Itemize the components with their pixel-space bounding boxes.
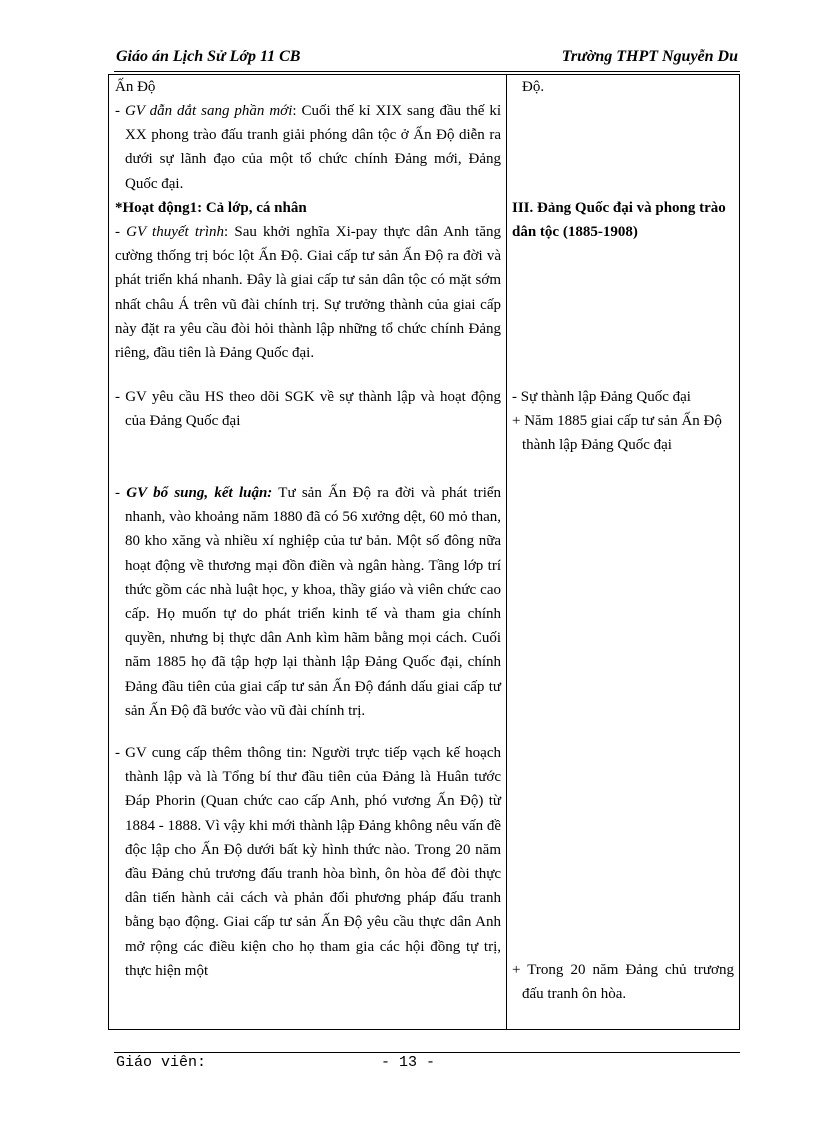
text-block: - GV dẫn dắt sang phần mới: Cuối thế kỉ XIX sang đầu thế kỉ XX phong trào đấu tranh giải phóng dân tộc ở Ấn Độ diễn ra dưới sự lãnh đạo của một tổ chức chính Đảng mới, Đảng Quốc đại. bbox=[115, 103, 501, 192]
section-heading: III. Đảng Quốc đại và phong trào dân tộc (1885-1908) bbox=[512, 200, 726, 241]
header-school-name: Trường THPT Nguyễn Du bbox=[561, 48, 738, 65]
page-number: - 13 - bbox=[381, 1054, 436, 1071]
footer-rule bbox=[114, 1052, 740, 1053]
text-block: - GV thuyết trình: Sau khởi nghĩa Xi-pay thực dân Anh tăng cường thống trị bóc lột Ấn Độ. Giai cấp tư sản Ấn Độ ra đời và phát triển khá nhanh. Đây là giai cấp tư sản dân tộc có mặt sớm nhất châu Á trên vũ đài chính trị. Sự trưởng thành của giai cấp này đặt ra yêu cầu đòi hỏi thành lập những tổ chức chính Đảng riêng, đầu tiên là Đảng Quốc đại. bbox=[115, 224, 501, 362]
page-header bbox=[114, 46, 740, 70]
text-block: - Sự thành lập Đảng Quốc đại bbox=[512, 389, 691, 405]
text-block: + Trong 20 năm Đảng chủ trương đấu tranh ôn hòa. bbox=[512, 962, 734, 1003]
activity-heading: *Hoạt động1: Cả lớp, cá nhân bbox=[115, 200, 307, 216]
footer-teacher-label: Giáo viên: bbox=[116, 1054, 207, 1071]
text-block: - GV bổ sung, kết luận: Tư sản Ấn Độ ra đời và phát triển nhanh, vào khoảng năm 1880 đã có 56 xưởng dệt, 60 mỏ than, 80 kho xăng và nhiều xí nghiệp của tư bản. Một số đông nữa hoạt động về thương mại đồn điền và ngân hàng. Tầng lớp trí thức gồm các nhà luật học, y khoa, thầy giáo và viên chức cao cấp. Họ muốn tự do phát triển kinh tế và tham gia chính quyền, nhưng bị thực dân Anh kìm hãm bằng mọi cách. Cuối năm 1885 họ đã tập hợp lại thành lập Đảng Quốc đại, chính Đảng đầu tiên của giai cấp tư sản Ấn Độ đánh dấu giai cấp tư sản Ấn Độ đã bước vào vũ đài chính trị. bbox=[115, 485, 502, 719]
header-course-title: Giáo án Lịch Sử Lớp 11 CB bbox=[116, 48, 301, 65]
text-block: Ấn Độ bbox=[115, 79, 156, 95]
page-footer bbox=[116, 1054, 436, 1071]
header-rule bbox=[114, 71, 740, 72]
text-block: Độ. bbox=[522, 79, 545, 95]
text-block: - GV cung cấp thêm thông tin: Người trực tiếp vạch kế hoạch thành lập và là Tổng bí thư đầu tiên của Đảng là Huân tước Đáp Phorin (Quan chức cao cấp Anh, phó vương Ấn Độ) từ 1884 - 1888. Vì vậy khi mới thành lập Đảng không nêu vấn đề độc lập cho Ấn Độ dưới bất kỳ hình thức nào. Trong 20 năm đầu Đảng chủ trương đấu tranh hòa bình, ôn hòa để đòi thực dân tiến hành cải cách và phản đối phương pháp đấu tranh bằng bạo động. Giai cấp tư sản Ấn Độ yêu cầu thực dân Anh mở rộng các điều kiện cho họ tham gia các hội đồng tự trị, thực hiện một bbox=[115, 745, 501, 979]
text-block: + Năm 1885 giai cấp tư sản Ấn Độ thành lập Đảng Quốc đại bbox=[512, 413, 722, 454]
text-block: - GV yêu cầu HS theo dõi SGK về sự thành lập và hoạt động của Đảng Quốc đại bbox=[115, 389, 501, 430]
lesson-table bbox=[108, 74, 740, 1030]
column-divider bbox=[506, 75, 507, 1029]
